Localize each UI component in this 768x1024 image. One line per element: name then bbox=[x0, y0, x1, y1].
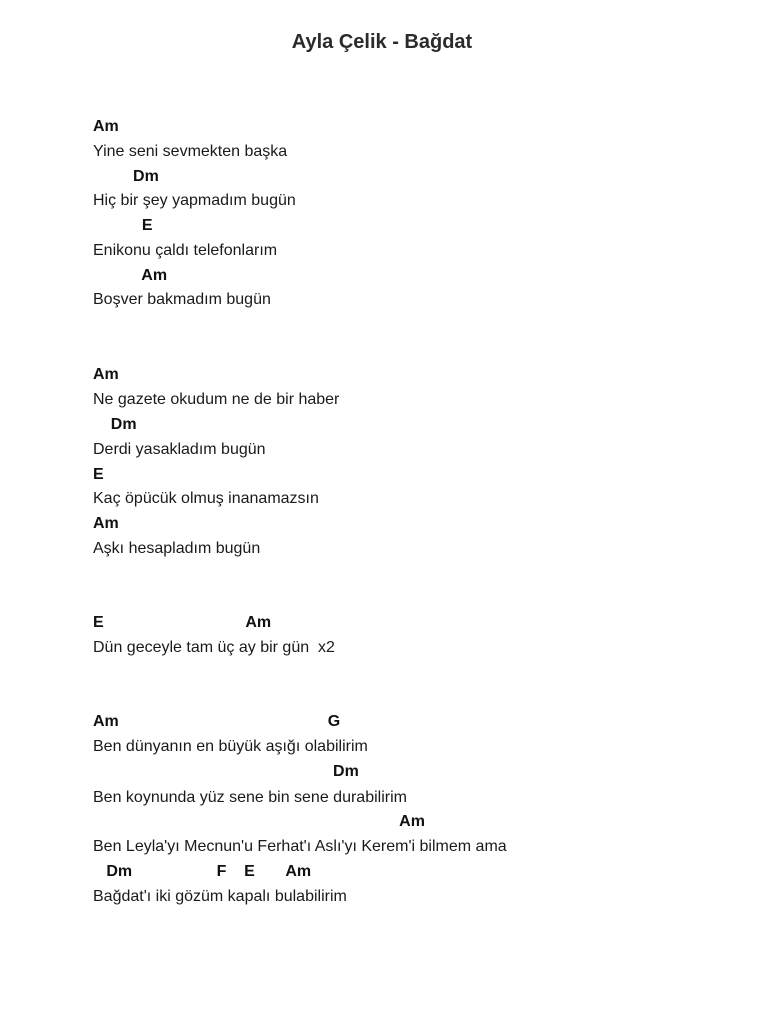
lyric-line: Derdi yasakladım bugün bbox=[93, 441, 266, 458]
chord-line: Dm F E Am bbox=[93, 863, 312, 880]
chord-line: Dm bbox=[93, 416, 137, 433]
chord-line: Am bbox=[93, 267, 168, 284]
lyric-line: Aşkı hesapladım bugün bbox=[93, 540, 261, 557]
lyric-line: Ben koynunda yüz sene bin sene durabilirim bbox=[93, 789, 407, 806]
lyric-line: Enikonu çaldı telefonlarım bbox=[93, 242, 278, 259]
chord-line: E bbox=[93, 217, 153, 234]
chord-line: Dm bbox=[93, 763, 359, 780]
lyric-line: Ne gazete okudum ne de bir haber bbox=[93, 391, 340, 408]
lyric-line: Ben dünyanın en büyük aşığı olabilirim bbox=[93, 738, 368, 755]
chord-line: Am bbox=[93, 813, 425, 830]
lyric-line: Hiç bir şey yapmadım bugün bbox=[93, 192, 296, 209]
song-title: Ayla Çelik - Bağdat bbox=[291, 31, 473, 53]
chord-line: E bbox=[93, 466, 104, 483]
chord-line: E Am bbox=[93, 614, 272, 631]
chord-line: Am G bbox=[93, 713, 341, 730]
chord-line: Dm bbox=[93, 168, 159, 185]
lyric-line: Yine seni sevmekten başka bbox=[93, 143, 288, 160]
lyric-line: Bağdat'ı iki gözüm kapalı bulabilirim bbox=[93, 888, 347, 905]
lyric-line: Kaç öpücük olmuş inanamazsın bbox=[93, 490, 319, 507]
lyric-line: Ben Leyla'yı Mecnun'u Ferhat'ı Aslı'yı Kerem'i bilmem ama bbox=[93, 838, 507, 855]
lyric-line: Dün geceyle tam üç ay bir gün x2 bbox=[93, 639, 335, 656]
chord-line: Am bbox=[93, 515, 119, 532]
chord-line: Am bbox=[93, 118, 119, 135]
lyric-line: Boşver bakmadım bugün bbox=[93, 291, 271, 308]
chord-line: Am bbox=[93, 366, 119, 383]
